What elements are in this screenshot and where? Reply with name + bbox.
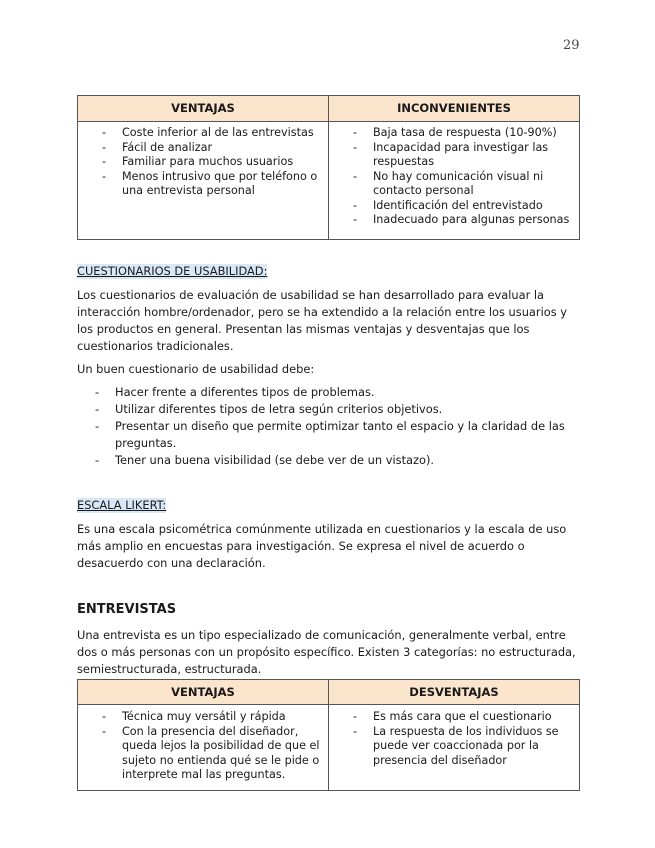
questionnaire-pros-cons-table: [77, 95, 580, 240]
page-number: 29: [563, 38, 580, 53]
usability-paragraph: Los cuestionarios de evaluación de usabilidad se han desarrollado para evaluar la interacción hombre/ordenador, pero se ha extendido a la relación entre los usuarios y los productos en general. Presentan las mismas ventajas y desventajas que los cuestionarios tradicionales.: [77, 288, 568, 353]
table2-header-advantages: VENTAJAS: [78, 680, 329, 705]
list-item: - Técnica muy versátil y rápida: [122, 710, 324, 725]
list-item: - Con la presencia del diseñador, queda lejos la posibilidad de que el sujeto no entienda qué se le pide o interprete mal las preguntas.: [122, 725, 324, 783]
usability-intro: Un buen cuestionario de usabilidad debe:: [77, 362, 315, 376]
interview-pros-cons-table: [77, 679, 580, 791]
list-item: - Identificación del entrevistado: [373, 199, 575, 214]
list-item: - Es más cara que el cuestionario: [373, 710, 575, 725]
table2-header-disadvantages: DESVENTAJAS: [329, 680, 580, 705]
table1-drawbacks-cell: [329, 122, 580, 240]
list-item: - Incapacidad para investigar las respuestas: [373, 141, 575, 170]
likert-section-label: ESCALA LIKERT:: [77, 498, 167, 512]
table1-advantages-cell: [78, 122, 329, 240]
list-item: - La respuesta de los individuos se puede ver coaccionada por la presencia del diseñador: [373, 725, 575, 769]
table1-header-drawbacks: INCONVENIENTES: [329, 96, 580, 122]
list-item: - Presentar un diseño que permite optimizar tanto el espacio y la claridad de las preguntas.: [115, 418, 620, 452]
interviews-heading: ENTREVISTAS: [77, 602, 177, 617]
list-item: - Coste inferior al de las entrevistas: [122, 126, 324, 141]
list-item: - Fácil de analizar: [122, 141, 324, 156]
list-item: - Familiar para muchos usuarios: [122, 155, 324, 170]
usability-section-label: CUESTIONARIOS DE USABILIDAD:: [77, 264, 268, 278]
likert-paragraph: Es una escala psicométrica comúnmente utilizada en cuestionarios y la escala de uso más amplio en encuestas para investigación. Se expresa el nivel de acuerdo o desacuerdo con una declaración.: [77, 522, 567, 570]
list-item: - Menos intrusivo que por teléfono o una entrevista personal: [122, 170, 324, 199]
list-item: - Tener una buena visibilidad (se debe ver de un vistazo).: [115, 452, 620, 469]
list-item: - Baja tasa de respuesta (10-90%): [373, 126, 575, 141]
table2-disadvantages-cell: [329, 705, 580, 791]
interviews-paragraph: Una entrevista es un tipo especializado de comunicación, generalmente verbal, entre dos o más personas con un propósito específico. Existen 3 categorías: no estructurada, semiestructurada, estructurada.: [77, 628, 576, 676]
table1-header-advantages: VENTAJAS: [78, 96, 329, 122]
usability-list: [77, 384, 620, 469]
list-item: - Inadecuado para algunas personas: [373, 213, 575, 228]
table2-advantages-cell: [78, 705, 329, 791]
list-item: - Hacer frente a diferentes tipos de problemas.: [115, 384, 620, 401]
list-item: - No hay comunicación visual ni contacto personal: [373, 170, 575, 199]
list-item: - Utilizar diferentes tipos de letra según criterios objetivos.: [115, 401, 620, 418]
